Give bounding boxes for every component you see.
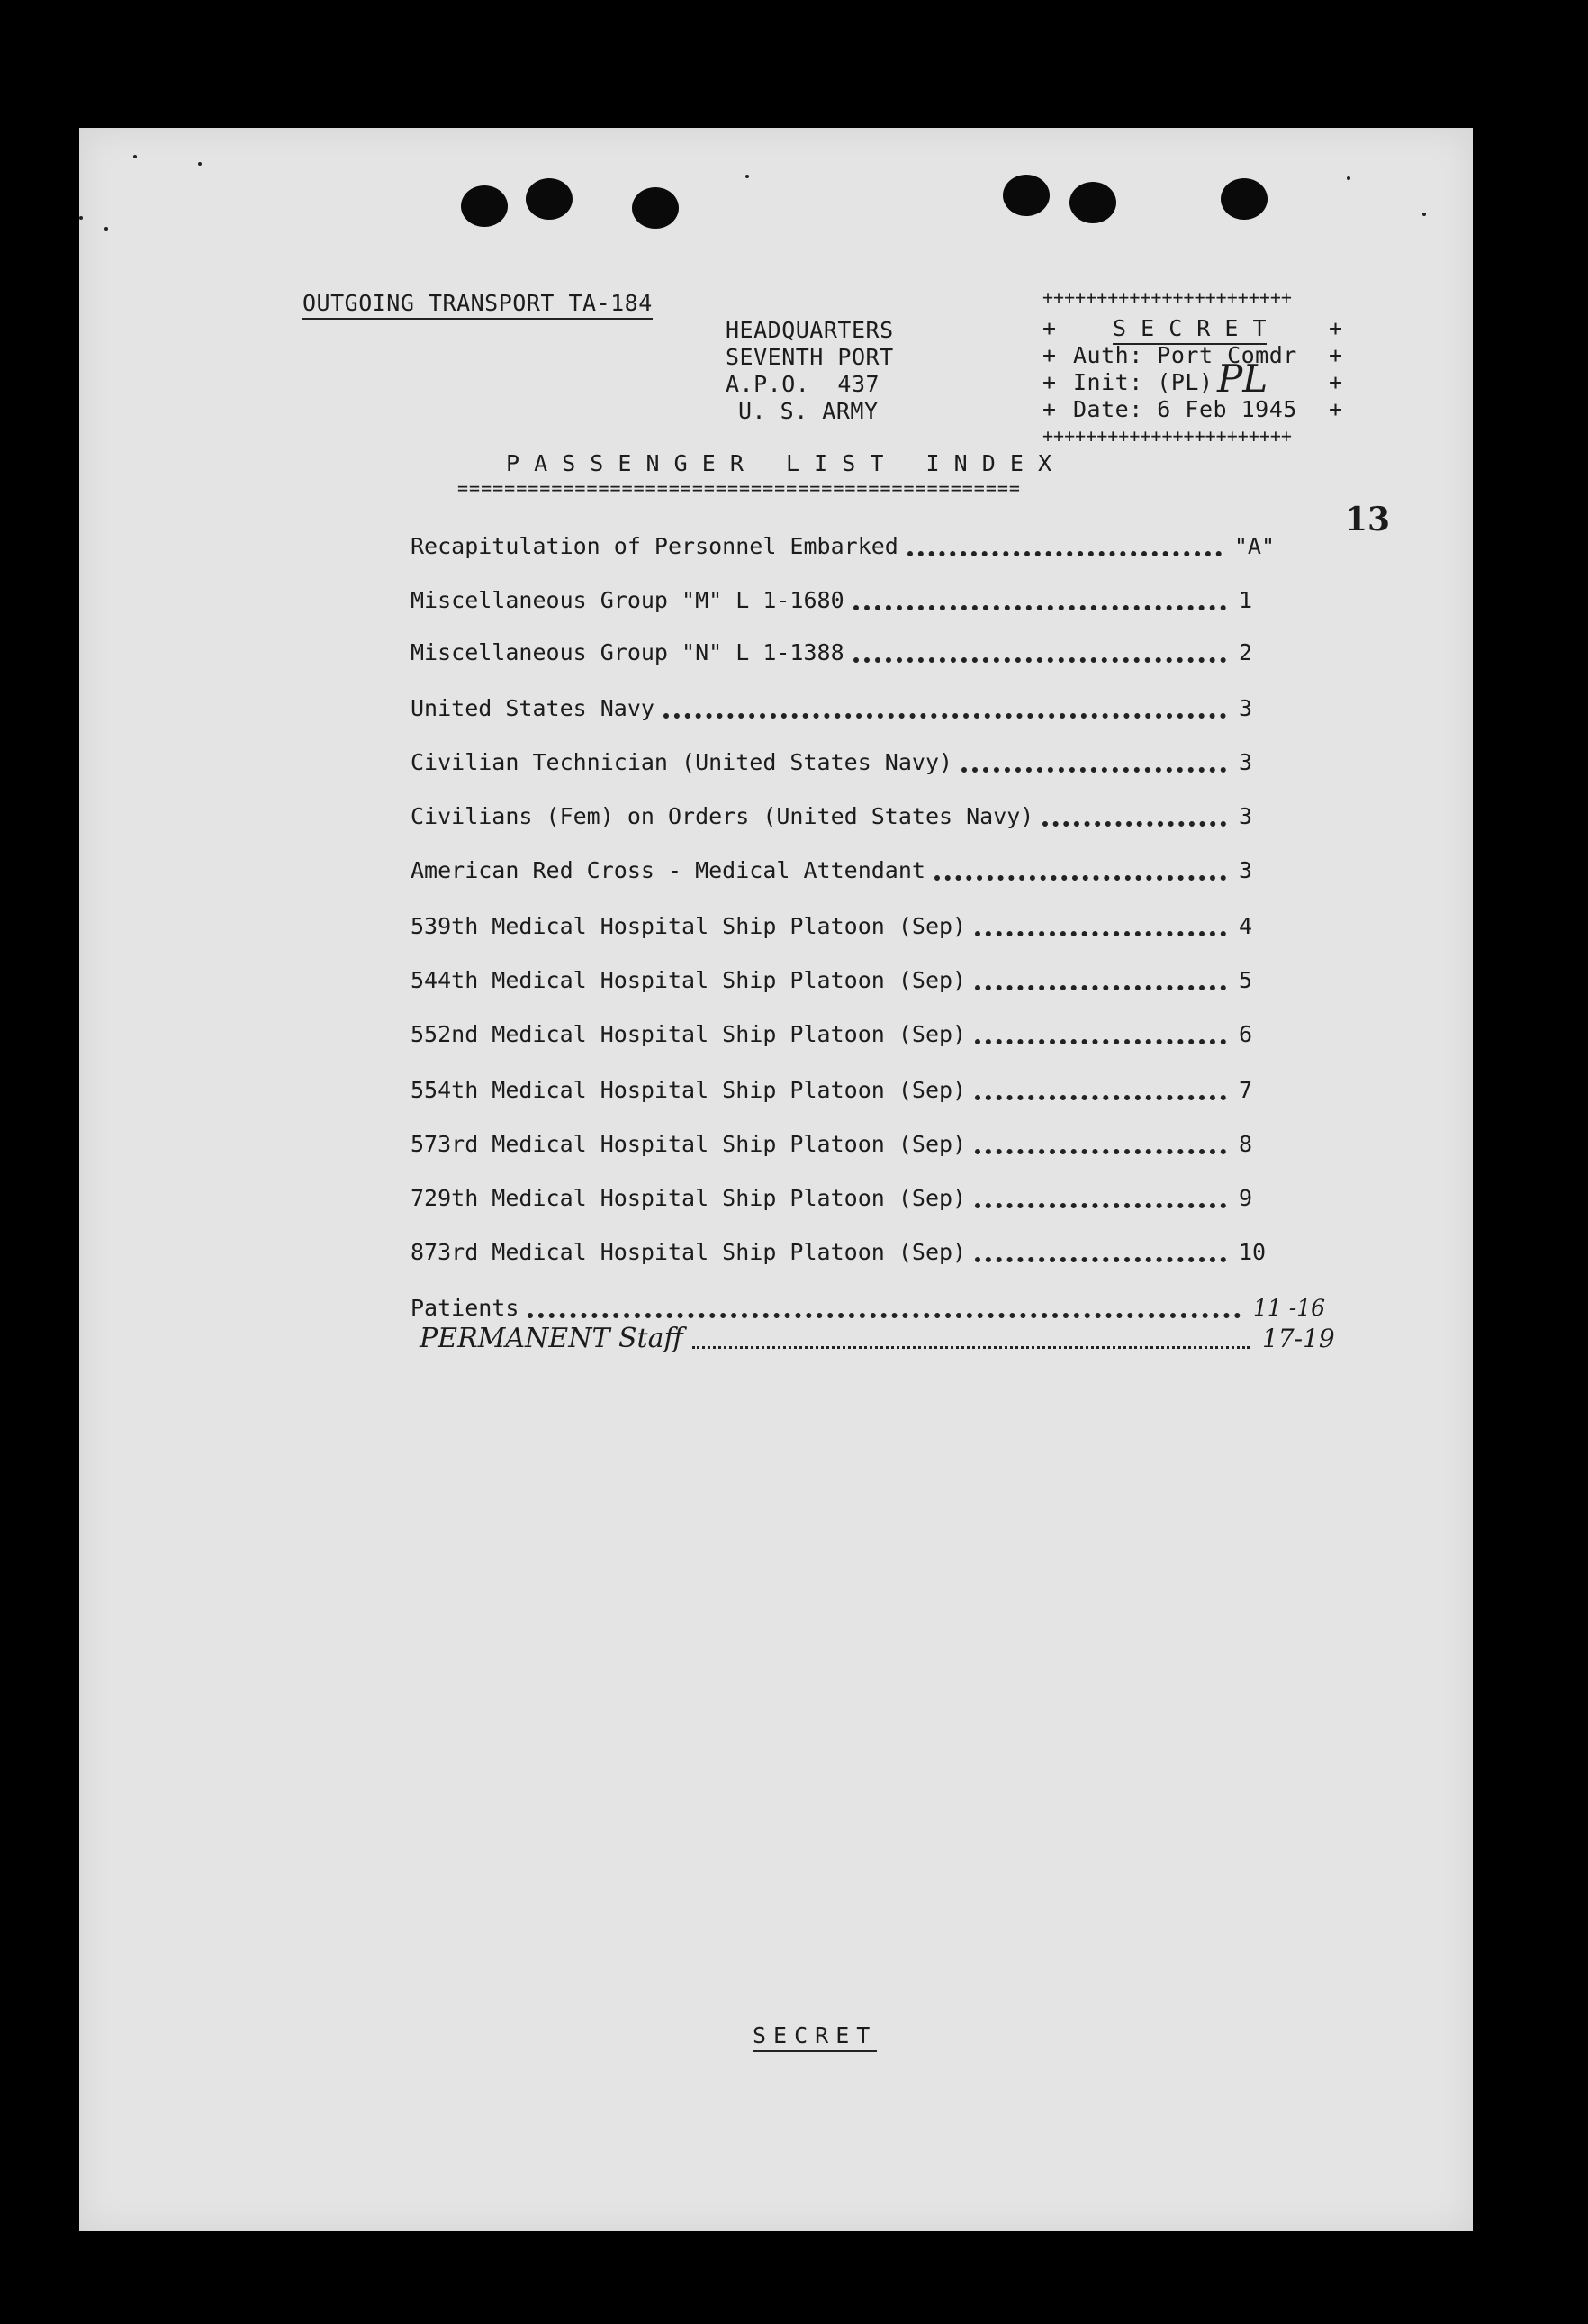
index-label: 544th Medical Hospital Ship Platoon (Sep) (411, 966, 967, 993)
index-page: 3 (1239, 856, 1253, 883)
dot-leader (975, 1203, 1226, 1208)
punch-hole (632, 187, 679, 229)
index-row (411, 690, 1275, 726)
plus-mark: + (1329, 396, 1343, 422)
transport-heading: OUTGOING TRANSPORT TA-184 (302, 290, 653, 320)
index-row (411, 1016, 1275, 1052)
index-row (411, 1234, 1275, 1270)
dot-leader (975, 1257, 1226, 1262)
handwritten-label: PERMANENT Staff (420, 1322, 683, 1354)
index-row (411, 908, 1275, 944)
hq-line: A.P.O. 437 (726, 371, 880, 397)
plus-mark: + (1329, 315, 1343, 341)
dot-leader (975, 931, 1226, 936)
dot-leader (934, 875, 1226, 881)
index-label: 573rd Medical Hospital Ship Platoon (Sep) (411, 1130, 967, 1157)
plus-mark: + (1042, 369, 1057, 395)
dot-leader (853, 657, 1226, 663)
plus-mark: + (1042, 342, 1057, 368)
index-page: 9 (1239, 1184, 1253, 1211)
index-page: 7 (1239, 1076, 1253, 1103)
secret-box-date: Date: 6 Feb 1945 (1073, 396, 1297, 422)
hq-line: U. S. ARMY (738, 398, 879, 424)
dot-leader (975, 985, 1226, 990)
dot-leader (528, 1313, 1241, 1318)
index-label: 554th Medical Hospital Ship Platoon (Sep) (411, 1076, 967, 1103)
index-label: Recapitulation of Personnel Embarked (411, 532, 898, 559)
plus-mark: + (1329, 342, 1343, 368)
hq-line: HEADQUARTERS (726, 317, 894, 343)
dot-leader (907, 551, 1222, 556)
initials-signature: PL (1217, 357, 1268, 401)
index-label: 729th Medical Hospital Ship Platoon (Sep) (411, 1184, 967, 1211)
punch-hole (526, 178, 573, 220)
punch-hole (1003, 175, 1050, 216)
index-row (411, 582, 1275, 618)
index-page: 3 (1239, 694, 1253, 721)
dot-leader (692, 1346, 1250, 1349)
hq-line: SEVENTH PORT (726, 344, 894, 370)
index-label: 539th Medical Hospital Ship Platoon (Sep) (411, 912, 967, 939)
dot-leader (961, 767, 1226, 773)
index-label: Civilians (Fem) on Orders (United States Navy) (411, 802, 1034, 829)
plus-mark: + (1042, 315, 1057, 341)
index-label: Civilian Technician (United States Navy) (411, 748, 953, 775)
dot-leader (975, 1149, 1226, 1154)
punch-hole (1069, 182, 1116, 223)
secret-box-border: +++++++++++++++++++++++ (1042, 425, 1292, 447)
index-page: 11 -16 (1253, 1294, 1326, 1321)
index-label: 552nd Medical Hospital Ship Platoon (Sep) (411, 1020, 967, 1047)
index-page: 2 (1239, 638, 1253, 665)
index-row (411, 852, 1275, 888)
document-title: P A S S E N G E R L I S T I N D E X (506, 450, 1052, 476)
secret-box-border: +++++++++++++++++++++++ (1042, 286, 1292, 308)
index-row (411, 962, 1275, 998)
handwritten-row (420, 1320, 1352, 1356)
index-row (411, 1126, 1275, 1162)
index-page: 8 (1239, 1130, 1253, 1157)
index-row (411, 798, 1275, 834)
index-row (411, 744, 1275, 780)
index-page: 3 (1239, 802, 1253, 829)
handwritten-page: 17-19 (1262, 1323, 1335, 1353)
punch-hole (1221, 178, 1268, 220)
page-number: 13 (1345, 501, 1391, 538)
index-label: 873rd Medical Hospital Ship Platoon (Sep) (411, 1238, 967, 1265)
index-row (411, 1180, 1275, 1216)
dot-leader (853, 605, 1226, 610)
index-row (411, 528, 1275, 564)
secret-box-init: Init: (PL) (1073, 369, 1214, 395)
index-page: 5 (1239, 966, 1253, 993)
index-page: 10 (1239, 1238, 1267, 1265)
punch-hole (461, 185, 508, 227)
dot-leader (975, 1095, 1226, 1100)
index-page: 3 (1239, 748, 1253, 775)
secret-box-auth: Auth: Port Comdr (1073, 342, 1297, 368)
index-row (411, 634, 1275, 670)
title-rule: ================================================ (457, 477, 1021, 499)
index-page: 4 (1239, 912, 1253, 939)
index-page: 1 (1239, 586, 1253, 613)
dot-leader (663, 713, 1226, 719)
index-label: Miscellaneous Group "M" L 1-1680 (411, 586, 844, 613)
index-page: 6 (1239, 1020, 1253, 1047)
plus-mark: + (1042, 396, 1057, 422)
secret-box-title: S E C R E T (1113, 315, 1267, 345)
index-label: Miscellaneous Group "N" L 1-1388 (411, 638, 844, 665)
footer-secret: SECRET (753, 2022, 877, 2052)
dot-leader (975, 1039, 1226, 1044)
dot-leader (1042, 821, 1226, 827)
index-label: Patients (411, 1294, 519, 1321)
index-row (411, 1072, 1275, 1108)
index-page: "A" (1233, 532, 1275, 559)
index-label: American Red Cross - Medical Attendant (411, 856, 925, 883)
index-label: United States Navy (411, 694, 654, 721)
plus-mark: + (1329, 369, 1343, 395)
